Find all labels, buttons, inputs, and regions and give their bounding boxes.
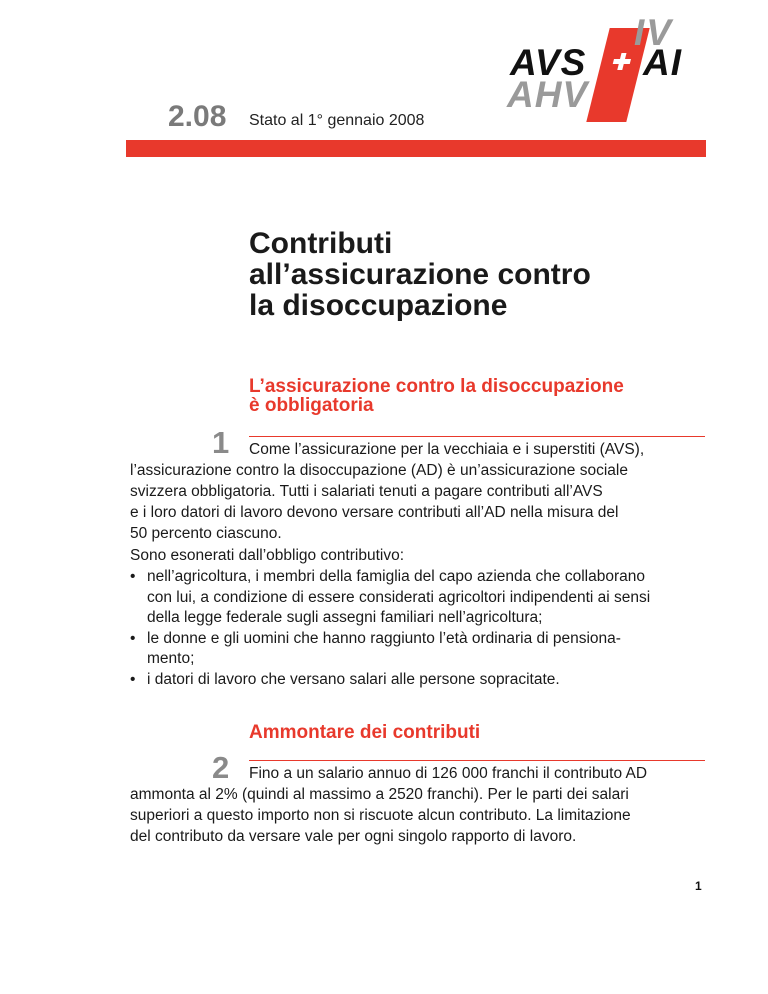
section-1-text-line: 50 percento ciascuno. — [130, 525, 282, 542]
doc-number: 2.08 — [168, 100, 227, 133]
title-line: all’assicurazione contro — [249, 258, 591, 291]
section-2-rule — [249, 760, 705, 761]
list-item — [130, 629, 650, 670]
heading-line: L’assicurazione contro la disoccupazione — [249, 376, 624, 397]
title-line: la disoccupazione — [249, 289, 508, 322]
section-1-heading — [249, 377, 624, 415]
logo-ai: AI — [643, 42, 682, 83]
list-item — [130, 670, 650, 691]
logo-avs: AVS — [510, 42, 587, 83]
section-1-intro: Sono esonerati dall’obbligo contributivo: — [130, 547, 405, 564]
section-1-text-line: svizzera obbligatoria. Tutti i salariati tenuti a pagare contributi all’AVS — [130, 483, 603, 500]
section-1-text-line: l’assicurazione contro la disoccupazione (AD) è un’assicurazione sociale — [130, 462, 628, 479]
section-1-text-line: Come l’assicurazione per la vecchiaia e i superstiti (AVS), — [249, 441, 645, 458]
heading-line: è obbligatoria — [249, 395, 374, 416]
doc-status: Stato al 1° gennaio 2008 — [249, 112, 425, 129]
list-item-line: • le donne e gli uomini che hanno raggiunto l’età ordinaria di pensiona- — [147, 629, 621, 647]
section-2-text-line: del contributo da versare vale per ogni singolo rapporto di lavoro. — [130, 828, 577, 845]
list-item-line: della legge federale sugli assegni familiari nell’agricoltura; — [147, 609, 543, 626]
section-1-text-line: e i loro datori di lavoro devono versare contributi all’AD nella misura del — [130, 504, 619, 521]
avs-ai-logo — [507, 12, 707, 122]
page-number: 1 — [695, 879, 702, 893]
list-item-line: • nell’agricoltura, i membri della famiglia del capo azienda che collaborano — [147, 568, 645, 585]
section-1-number: 1 — [212, 425, 230, 460]
section-2-text-line: superiori a questo importo non si riscuote alcun contributo. La limitazione — [130, 807, 631, 824]
exemption-list — [130, 567, 650, 690]
header-red-band — [126, 140, 706, 157]
logo-iv: IV — [634, 12, 673, 53]
section-2-text-line: ammonta al 2% (quindi al massimo a 2520 franchi). Per le parti dei salari — [130, 786, 629, 803]
logo-ahv: AHV — [507, 74, 589, 115]
section-2-number: 2 — [212, 750, 230, 785]
section-2-text-line: Fino a un salario annuo di 126 000 franchi il contributo AD — [249, 765, 648, 782]
list-item-line: mento; — [147, 650, 195, 667]
heading-line: Ammontare dei contributi — [249, 722, 481, 743]
page-title — [249, 228, 591, 321]
list-item-line: con lui, a condizione di essere considerati agricoltori indipendenti ai sensi — [147, 588, 651, 606]
title-line: Contributi — [249, 227, 393, 260]
section-1-rule — [249, 436, 705, 437]
list-item-line: • i datori di lavoro che versano salari alle persone sopracitate. — [147, 670, 560, 688]
section-2-heading — [249, 723, 480, 742]
list-item — [130, 567, 650, 629]
